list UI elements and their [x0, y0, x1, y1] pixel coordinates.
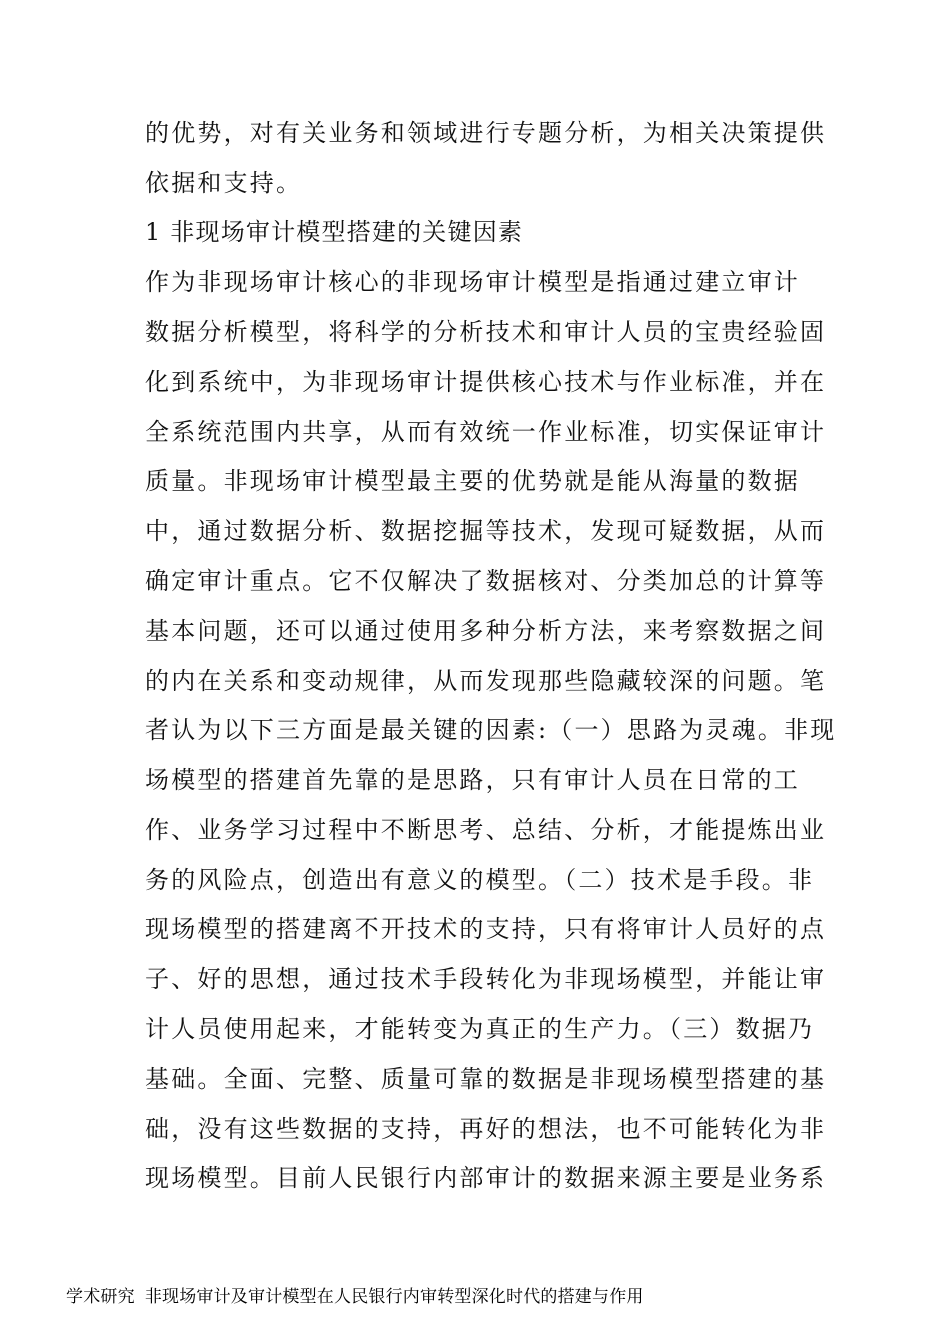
- paragraph-line-20: 础，没有这些数据的支持，再好的想法，也不可能转化为非: [145, 1115, 827, 1143]
- paragraph-line-16: 现场模型的搭建离不开技术的支持，只有将审计人员好的点: [145, 915, 827, 943]
- paragraph-line-11: 的内在关系和变动规律，从而发现那些隐藏较深的问题。笔: [145, 667, 827, 695]
- paragraph-line-6: 全系统范围内共享，从而有效统一作业标准，切实保证审计: [145, 418, 827, 446]
- paragraph-line-4: 数据分析模型，将科学的分析技术和审计人员的宝贵经验固: [145, 318, 827, 346]
- footer-section-label: 学术研究: [66, 1287, 135, 1307]
- paragraph-line-14: 作、业务学习过程中不断思考、总结、分析，才能提炼出业: [145, 816, 827, 844]
- paragraph-line-1: 的优势，对有关业务和领域进行专题分析，为相关决策提供: [145, 119, 827, 147]
- paragraph-line-2: 依据和支持。: [145, 169, 303, 197]
- paragraph-line-18: 计人员使用起来，才能转变为真正的生产力。（三）数据乃: [145, 1015, 815, 1043]
- paragraph-line-19: 基础。全面、完整、质量可靠的数据是非现场模型搭建的基: [145, 1065, 827, 1093]
- paragraph-line-8: 中，通过数据分析、数据挖掘等技术，发现可疑数据，从而: [145, 517, 827, 545]
- footer-article-title: 非现场审计及审计模型在人民银行内审转型深化时代的搭建与作用: [144, 1287, 644, 1307]
- paragraph-line-17: 子、好的思想，通过技术手段转化为非现场模型，并能让审: [145, 965, 827, 993]
- paragraph-line-3: 作为非现场审计核心的非现场审计模型是指通过建立审计: [145, 268, 800, 296]
- section-heading: 1 非现场审计模型搭建的关键因素: [145, 218, 524, 246]
- paragraph-line-15: 务的风险点，创造出有意义的模型。（二）技术是手段。非: [145, 866, 815, 894]
- paragraph-line-13: 场模型的搭建首先靠的是思路，只有审计人员在日常的工: [145, 766, 800, 794]
- paragraph-line-9: 确定审计重点。它不仅解决了数据核对、分类加总的计算等: [145, 567, 827, 595]
- paragraph-line-7: 质量。非现场审计模型最主要的优势就是能从海量的数据: [145, 467, 800, 495]
- paragraph-line-10: 基本问题，还可以通过使用多种分析方法，来考察数据之间: [145, 617, 827, 645]
- page-footer: [66, 1285, 886, 1309]
- paragraph-line-21: 现场模型。目前人民银行内部审计的数据来源主要是业务系: [145, 1164, 827, 1192]
- paragraph-line-12: 者认为以下三方面是最关键的因素:（一）思路为灵魂。非现: [145, 716, 837, 744]
- paragraph-line-5: 化到系统中，为非现场审计提供核心技术与作业标准，并在: [145, 368, 827, 396]
